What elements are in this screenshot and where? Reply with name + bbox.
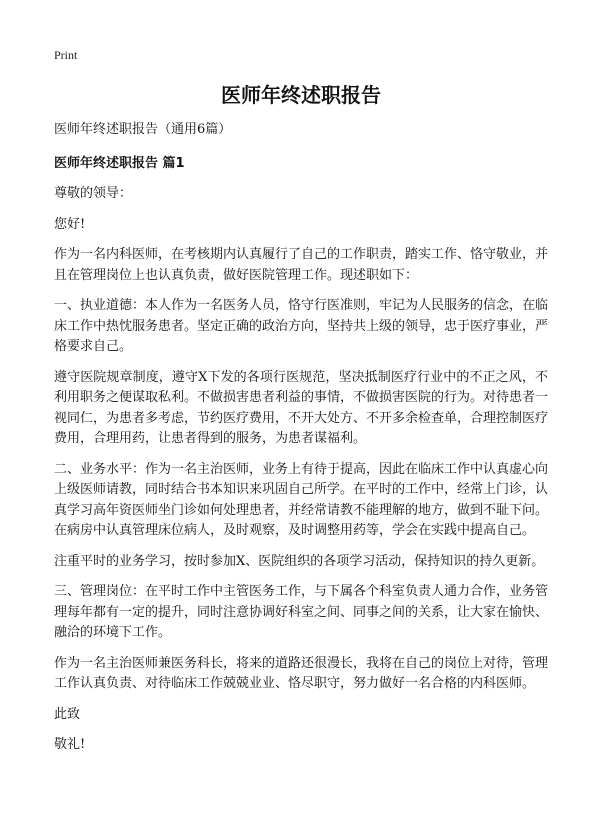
closing-regards: 此致 (54, 706, 81, 722)
closing-salute: 敬礼! (54, 737, 86, 752)
rules-paragraph: 遵守医院规章制度，遵守X下发的各项行医规范，坚决抵制医疗行业中的不正之风，不利用职务之便谋取私利。不做损害患者利益的事情，不做损害医院的行为。对待患者一视同仁，为患者多考虑，节约医疗费用，不开大处方、不开多余检查单，合理控制医疗费用，合理用药，让患者得到的服务，为患者谋福利。 (54, 369, 549, 446)
document-title: 医师年终述职报告 (221, 83, 381, 107)
closing-paragraph: 作为一名主治医师兼医务科长，将来的道路还很漫长，我将在自己的岗位上对待，管理工作认真负责、对待临床工作兢兢业业、恪尽职守，努力做好一名合格的内科医师。 (54, 655, 549, 691)
document-subtitle: 医师年终述职报告（通用6篇） (54, 122, 232, 137)
study-paragraph: 注重平时的业务学习，按时参加X、医院组织的各项学习活动，保持知识的持久更新。 (54, 553, 545, 569)
ethics-paragraph: 一、执业道德：本人作为一名医务人员，恪守行医准则，牢记为人民服务的信念，在临床工作中热忱服务患者。坚定正确的政治方向，坚持共上级的领导，忠于医疗事业，严格要求自己。 (54, 298, 549, 354)
intro-paragraph: 作为一名内科医师，在考核期内认真履行了自己的工作职责，踏实工作、恪守敬业，并且在管理岗位上也认真负责，做好医院管理工作。现述职如下： (54, 247, 549, 283)
greeting: 您好! (54, 216, 86, 232)
skills-paragraph: 二、业务水平：作为一名主治医师，业务上有待于提高，因此在临床工作中认真虚心向上级医师请教，同时结合书本知识来巩固自己所学。在平时的工作中，经常上门诊，认真学习高年资医师坐门诊如何处理患者，并经常请教不能理解的地方，做到不耻下问。在病房中认真管理床位病人，及时观察，及时调整用药等，学会在实践中提高自己。 (54, 461, 549, 538)
management-paragraph: 三、管理岗位：在平时工作中主管医务工作，与下属各个科室负责人通力合作，业务管理每年都有一定的提升，同时注意协调好科室之间、同事之间的关系，让大家在愉快、融洽的环境下工作。 (54, 584, 549, 640)
section-heading: 医师年终述职报告 篇1 (54, 156, 185, 171)
salutation: 尊敬的领导： (54, 186, 133, 201)
print-link[interactable]: Print (54, 48, 78, 62)
